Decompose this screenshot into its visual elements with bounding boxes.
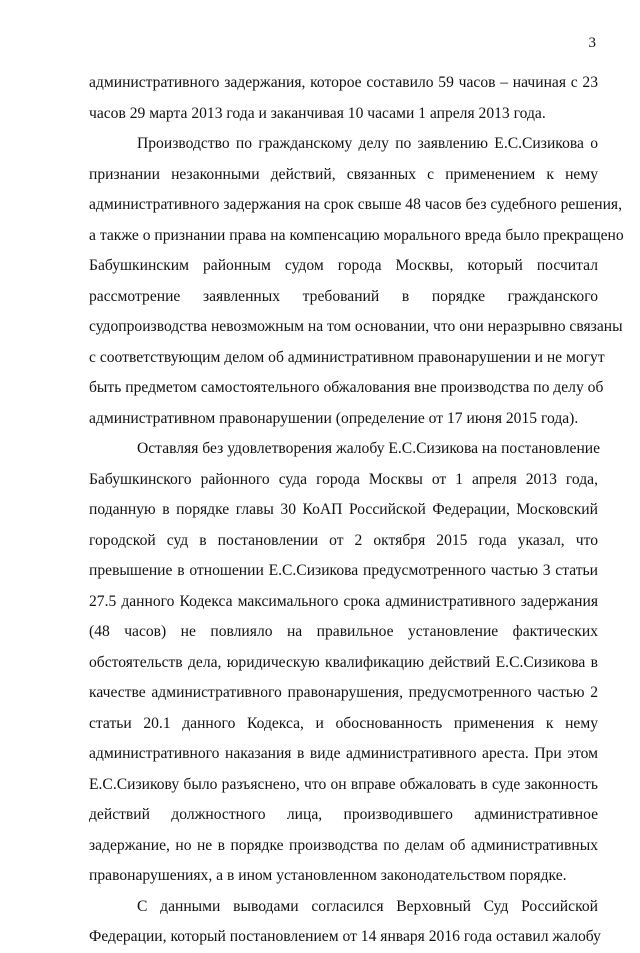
text-line: административном правонарушении (определение от 17 июня 2015 года). [89, 409, 579, 427]
text-line: административного задержания на срок свыше 48 часов без судебного решения, [89, 196, 623, 213]
text-line: часов 29 марта 2013 года и заканчивая 10 часами 1 апреля 2013 года. [89, 104, 546, 122]
text-line: а также о признании права на компенсацию морального вреда было прекращено [89, 226, 624, 244]
text-line: с соответствующим делом об административном правонарушении и не могут [89, 348, 605, 366]
text-line: Производство по гражданскому делу по заявлению Е.С.Сизикова о [137, 135, 598, 152]
text-line: Бабушкинским районным судом города Москвы, который посчитал [89, 257, 598, 274]
text-line: быть предметом самостоятельного обжалования вне производства по делу об [89, 379, 604, 396]
text-line: задержание, но не в порядке производства по делам об административных [89, 836, 598, 854]
paragraph-1 [89, 68, 598, 129]
text-line: правонарушениях, а в ином установленном законодательством порядке. [89, 867, 567, 884]
text-line: городской суд в постановлении от 2 октября 2015 года указал, что [89, 531, 598, 549]
document-body [89, 68, 624, 953]
paragraph-3 [89, 434, 601, 892]
text-line: превышение в отношении Е.С.Сизикова предусмотренного частью 3 статьи [89, 562, 598, 579]
text-line: административного наказания в виде административного ареста. При этом [89, 745, 598, 762]
text-line: качестве административного правонарушения, предусмотренного частью 2 [89, 684, 598, 701]
text-line: поданную в порядке главы 30 КоАП Российской Федерации, Московский [89, 501, 598, 518]
text-line: судопроизводства невозможным на том основании, что они неразрывно связаны [89, 318, 623, 335]
text-line: Бабушкинского районного суда города Москвы от 1 апреля 2013 года, [89, 470, 598, 488]
text-line: административного задержания, которое составило 59 часов – начиная с 23 [89, 74, 598, 91]
text-line: С данными выводами согласился Верховный Суд Российской [137, 897, 598, 915]
text-line: рассмотрение заявленных требований в порядке гражданского [89, 287, 598, 305]
text-line: Федерации, который постановлением от 14 января 2016 года оставил жалобу [89, 928, 601, 945]
text-line: действий должностного лица, производившего административное [89, 806, 598, 823]
text-line: (48 часов) не повлияло на правильное установление фактических [89, 623, 598, 640]
text-line: обстоятельств дела, юридическую квалификацию действий Е.С.Сизикова в [89, 653, 598, 671]
page-number: 3 [588, 35, 596, 51]
text-line: Е.С.Сизикову было разъяснено, что он вправе обжаловать в суде законность [89, 775, 598, 793]
text-line: Оставляя без удовлетворения жалобу Е.С.Сизикова на постановление [137, 440, 601, 457]
text-line: 27.5 данного Кодекса максимального срока административного задержания [89, 592, 598, 610]
paragraph-2 [89, 129, 624, 434]
text-line: признании незаконными действий, связанных с применением к нему [89, 165, 598, 183]
paragraph-4 [89, 892, 601, 953]
text-line: статьи 20.1 данного Кодекса, и обоснованность применения к нему [89, 714, 598, 732]
